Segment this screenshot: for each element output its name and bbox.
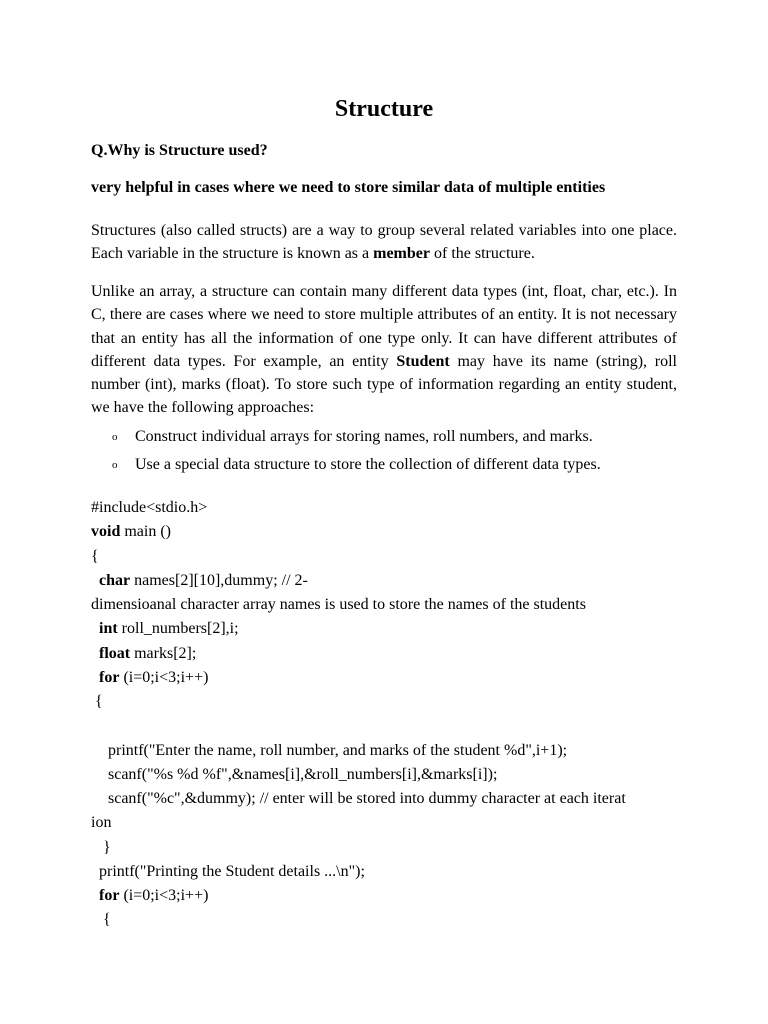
code-line [91, 617, 701, 641]
code-line [91, 787, 701, 811]
paragraph-unlike-array [91, 280, 677, 420]
code-keyword: char [99, 571, 131, 589]
code-line [91, 666, 701, 690]
code-text: printf("Printing the Student details ...\n"); [99, 862, 365, 880]
code-keyword: for [99, 887, 120, 904]
code-line [91, 908, 701, 932]
code-text: printf("Enter the name, roll number, and marks of the student %d",i+1); [108, 741, 568, 759]
code-text: scanf("%s %d %f",&names[i],&roll_numbers[i],&marks[i]); [108, 765, 498, 783]
code-text: dimensioanal character array names is used to store the names of the students [91, 596, 586, 613]
paragraph-text: Unlike an array, a structure can contain many different data types (int, float, char, etc.). In C, there are cases where we need to store multiple attributes of an entity. It is not necessary that an entity has all the information of one type only. It can have different attributes of different data types. For example, an entity [91, 283, 677, 370]
paragraph-text: of the structure. [429, 245, 535, 263]
code-text: names[2][10],dummy; // 2- [130, 571, 308, 589]
code-keyword: float [99, 644, 131, 662]
code-line [91, 836, 701, 860]
code-line [91, 569, 701, 593]
code-text: (i=0;i<3;i++) [119, 668, 209, 686]
code-line [91, 593, 701, 617]
code-line [91, 884, 701, 908]
code-text: #include<stdio.h> [91, 499, 208, 516]
list-item [112, 455, 712, 475]
code-text: { [91, 547, 99, 565]
code-keyword: void [91, 523, 121, 541]
question-heading: Q.Why is Structure used? [91, 142, 268, 159]
code-text: roll_numbers[2],i; [117, 620, 239, 638]
code-line [91, 860, 701, 884]
code-line [91, 496, 701, 520]
code-line [91, 739, 701, 763]
page-title: Structure [334, 96, 434, 122]
bullet-circle-icon: o [112, 431, 118, 443]
code-text: { [103, 911, 111, 929]
code-text: (i=0;i<3;i++) [119, 887, 209, 904]
code-text: ion [91, 814, 112, 832]
code-text: main () [120, 523, 171, 541]
code-line [91, 714, 701, 738]
code-line [91, 520, 701, 544]
code-line [91, 545, 701, 569]
code-text: scanf("%c",&dummy); // enter will be stored into dummy character at each iterat [108, 790, 626, 807]
code-text: } [103, 838, 111, 856]
code-line [91, 690, 701, 714]
list-item-text: Use a special data structure to store the collection of different data types. [135, 456, 601, 473]
code-line [91, 763, 701, 787]
paragraph-text: Structures (also called structs) are a way to group several related variables into one place. Each variable in the structure is known as a [91, 222, 677, 263]
code-keyword: for [99, 668, 120, 686]
code-text: marks[2]; [130, 644, 197, 662]
code-keyword: int [99, 620, 118, 638]
bold-term-student: Student [396, 352, 450, 370]
list-item-text: Construct individual arrays for storing names, roll numbers, and marks. [135, 428, 593, 445]
code-block [91, 496, 701, 933]
bullet-circle-icon: o [112, 459, 118, 471]
bold-term-member: member [373, 245, 430, 263]
code-line [91, 811, 701, 835]
list-item [112, 427, 712, 447]
code-text: { [95, 693, 103, 710]
paragraph-text: may have its name (string), roll number (int), marks (float). To store such type of information regarding an entity student, we have the following approaches: [91, 352, 677, 417]
code-line [91, 642, 701, 666]
answer-heading: very helpful in cases where we need to store similar data of multiple entities [91, 179, 606, 196]
paragraph-structures [91, 219, 677, 266]
